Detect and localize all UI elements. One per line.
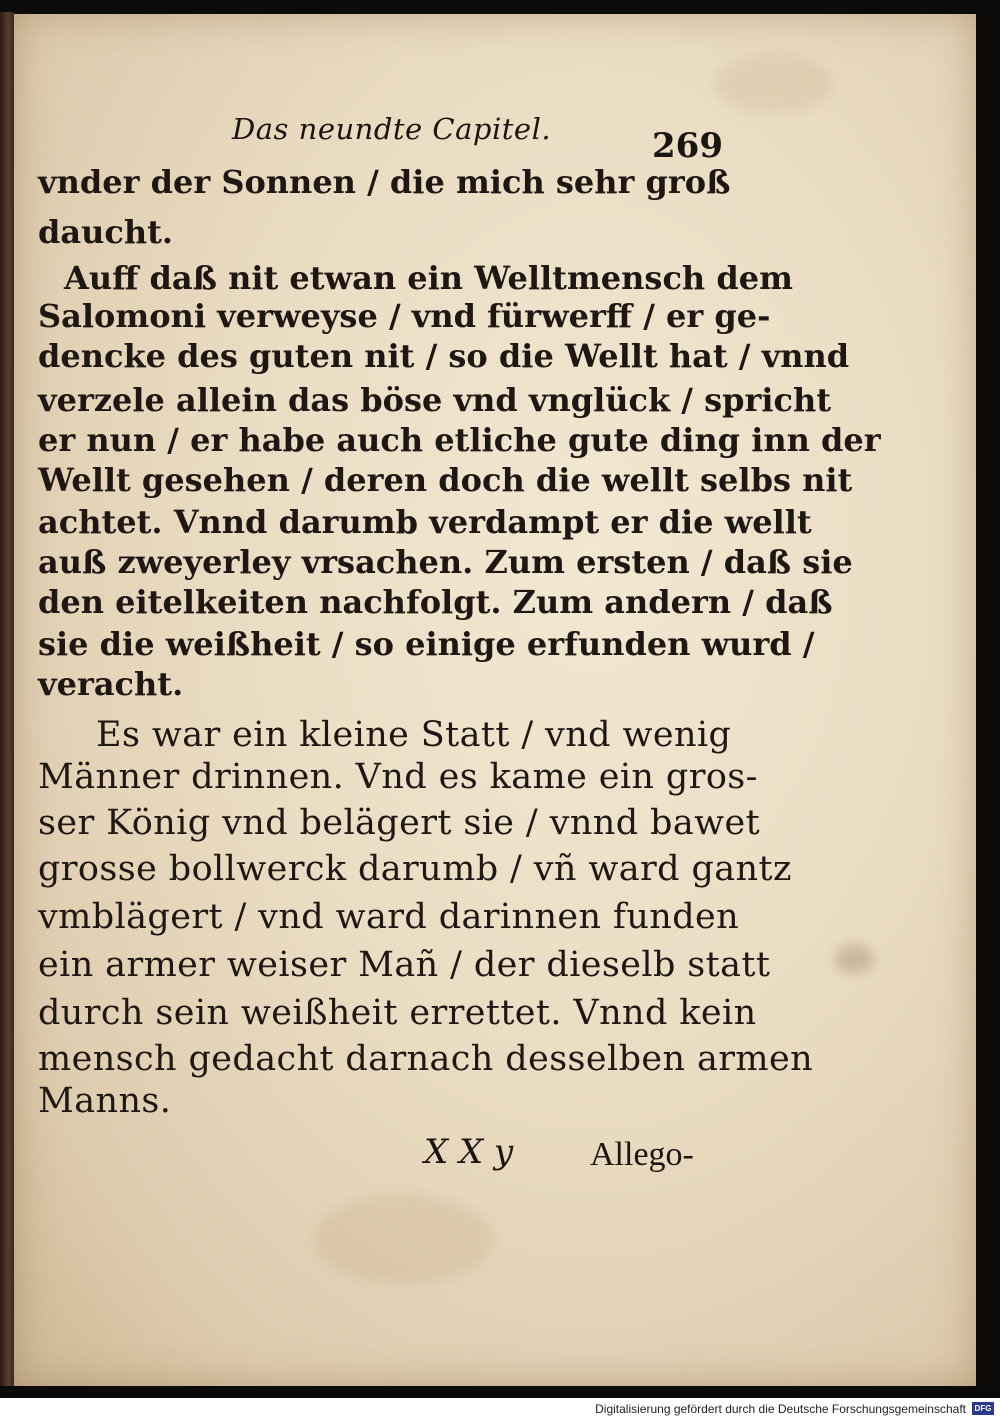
catchword: Allego- (590, 1136, 694, 1173)
body-line: sie die weißheit / so einige erfunden wurd / (38, 625, 815, 663)
body-line: veracht. (38, 665, 184, 703)
verse-line: vmblägert / vnd ward darinnen funden (38, 897, 740, 937)
verse-line: Männer drinnen. Vnd es kame ein gros- (38, 757, 758, 797)
verse-line: ein armer weiser Mañ / der dieselb statt (38, 945, 771, 985)
body-line: Auff daß nit etwan ein Welltmensch dem (64, 259, 793, 297)
body-line: Salomoni verweyse / vnd fürwerff / er ge- (38, 297, 771, 335)
paper-stain (314, 1194, 494, 1284)
body-line: achtet. Vnnd darumb verdampt er die wellt (38, 503, 812, 541)
funding-credit: Digitalisierung gefördert durch die Deutsche Forschungsgemeinschaft (595, 1402, 966, 1416)
verse-line: mensch gedacht darnach desselben armen (38, 1039, 814, 1079)
verse-line: ser König vnd belägert sie / vnnd bawet (38, 803, 761, 843)
verse-line: durch sein weißheit errettet. Vnnd kein (38, 993, 757, 1033)
paper-stain (714, 54, 834, 114)
body-line: vnder der Sonnen / die mich sehr groß (38, 163, 731, 201)
body-line: auß zweyerley vrsachen. Zum ersten / daß sie (38, 543, 853, 581)
verse-line: Es war ein kleine Statt / vnd wenig (96, 715, 732, 755)
page-number: 269 (652, 126, 723, 166)
body-line: daucht. (38, 213, 174, 251)
body-line: verzele allein das böse vnd vnglück / spricht (38, 381, 832, 419)
body-line: den eitelkeiten nachfolgt. Zum andern / daß (38, 583, 833, 621)
dfg-logo: DFG (972, 1402, 994, 1415)
verse-line: Manns. (38, 1081, 172, 1121)
paper-stain (834, 944, 874, 974)
body-line: Wellt gesehen / deren doch die wellt selbs nit (38, 461, 853, 499)
signature-mark: X X y (424, 1132, 514, 1172)
body-line: dencke des guten nit / so die Wellt hat / vnnd (38, 337, 850, 375)
running-head: Das neundte Capitel. (232, 112, 552, 146)
body-line: er nun / er habe auch etliche gute ding inn der (38, 421, 881, 459)
verse-line: grosse bollwerck darumb / vñ ward gantz (38, 849, 792, 889)
book-edge (0, 12, 14, 1386)
